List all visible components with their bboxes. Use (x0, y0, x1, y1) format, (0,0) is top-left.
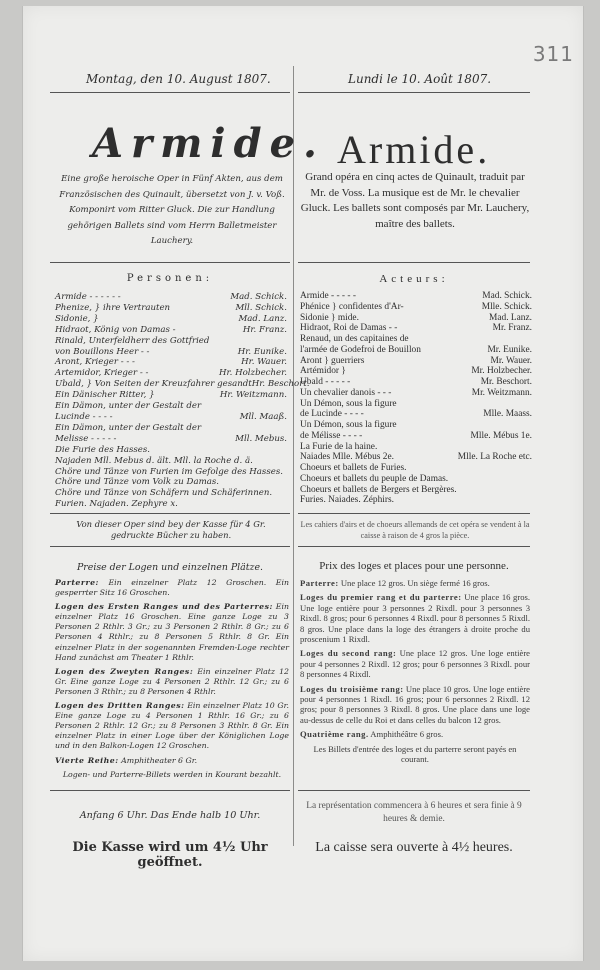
cast-row: Die Furie des Hasses. (55, 444, 151, 455)
french-libretto-note: Les cahiers d'airs et de choeurs allemands de cet opéra se vendent à la caisse à raison de 4 gros la pièce. (300, 520, 530, 540)
cast-row: Phénice } confidentes d'Ar- Mlle. Schick. (300, 301, 532, 312)
cast-row: Ubald - - - - - Mr. Beschort. (300, 377, 532, 387)
french-intro: Grand opéra en cinq actes de Quinault, traduit par Mr. de Voss. La musique est de Mr. le chevalier Gluck. Les ballets sont composés par Mr. Lauchery, maître des ballets. (300, 171, 530, 230)
cast-row: de Mélisse - - - - Mlle. Mébus 1e. (300, 430, 532, 441)
cast-row: Choeurs et ballets de Furies. (300, 463, 407, 473)
german-start-time: Anfang 6 Uhr. Das Ende halb 10 Uhr. (79, 810, 261, 821)
french-cast-list (300, 291, 532, 506)
french-time-rule (298, 790, 530, 791)
cast-row: Artémidor } Mr. Holzbecher. (300, 366, 532, 377)
price-entry: Logen des Ersten Ranges und des Parterres: Ein einzelner Platz 16 Groschen. Eine ganze Loge zu 3 Personen 2 Rthlr. 3 Gr.; zu 3 Personen 2 Rthlr. 8 Gr.; zu 6 Personen 4 Rthlr.; zu 8 Personen 5 Rthlr. 8 Gr. Ein einzelner Platz in der sogenannten Fremden-Loge rechter Hand zunächst am Theater 1 Rthlr. (55, 602, 289, 662)
cast-row: Rinald, Unterfeldherr des Gottfried (55, 335, 210, 346)
cast-row: Furien. Najaden. Zephyre x. (55, 499, 178, 510)
french-note-rule-top (298, 513, 530, 514)
french-prices-heading: Prix des loges et places pour une personne. (319, 560, 509, 572)
cast-row: Aront } guerriers Mr. Wauer. (300, 355, 532, 366)
price-entry: Quatrième rang. Amphithéâtre 6 gros. (300, 729, 444, 740)
price-entry: Parterre: Ein einzelner Platz 12 Groschen. Ein gesperrter Sitz 16 Groschen. (55, 578, 290, 598)
cast-row: de Lucinde - - - - Mlle. Maass. (300, 409, 532, 420)
cast-row: l'armée de Godefroi de Bouillon Mr. Eunike. (300, 344, 532, 355)
cast-row: Hidraot, Roi de Damas - - Mr. Franz. (300, 323, 532, 334)
price-entry: Les Billets d'entrée des loges et du parterre seront payés en courant. (313, 743, 517, 765)
archive-number: 311 (532, 42, 574, 66)
german-prices-heading: Preise der Logen und einzelnen Plätze. (77, 562, 263, 573)
cast-row: Furies. Naiades. Zéphirs. (300, 495, 394, 506)
price-entry: Loges du troisième rang: Une place 10 gros. Une loge entière pour 4 personnes 1 Rixdl. 16 gros; pour 6 personnes 2 Rixdl. 12 gros; pour 8 personnes 3 Rixdl. 8 gros. Une place dans une loge au-dessus de celle du Roi et dans celles du balcon 12 gros. (300, 683, 530, 725)
cast-row: Lucinde - - - - Mll. Maaß. (55, 411, 287, 422)
french-cast-rule (298, 262, 530, 263)
german-date-rule (50, 92, 290, 93)
price-entry: Logen- und Parterre-Billets werden in Kourant bezahlt. (62, 769, 282, 779)
german-title: Armide. (92, 120, 325, 167)
german-note-rule-bottom (50, 546, 290, 547)
cast-row: Sidonie, } Mad. Lanz. (55, 313, 287, 324)
french-start-time: La représentation commencera à 6 heures et sera finie à 9 heures & demie. (306, 801, 522, 824)
german-libretto-note: Von dieser Oper sind bey der Kasse für 4 Gr. gedruckte Bücher zu haben. (76, 519, 266, 540)
cast-row: Ubald, } Von Seiten der Kreuzfahrer gesandt Hr. Beschort. (55, 379, 310, 390)
column-divider (293, 66, 294, 846)
cast-row: Un chevalier danois - - - Mr. Weitzmann. (300, 387, 532, 398)
cast-row: Choeurs et ballets de Bergers et Bergères. (300, 484, 457, 495)
price-entry: Loges du second rang: Une place 12 gros. Une loge entière pour 4 personnes 2 Rixdl. 12 gros; pour 6 personnes 3 Rixdl. pour 8 personnes 4 Rixdl. (300, 648, 530, 680)
french-date-rule (298, 92, 530, 93)
cast-row: Ein Dänischer Ritter, } Hr. Weitzmann. (55, 390, 287, 401)
german-intro: Eine große heroische Oper in Fünf Akten, aus dem Französischen des Quinault, übersetzt von J. v. Voß. Komponirt vom Ritter Gluck. Die zur Handlung gehörigen Ballets sind vom Herrn Balletmeister Lauchery. (59, 174, 285, 246)
cast-row: Melisse - - - - - Mll. Mebus. (55, 433, 287, 444)
cast-row: Un Démon, sous la figure (300, 398, 397, 409)
price-entry: Logen des Zweyten Ranges: Ein einzelner Platz 12 Gr. Eine ganze Loge zu 4 Personen 2 Rthlr. 12 Gr.; zu 6 Personen 3 Rthlr.; zu 8 Personen 4 Rthlr. (55, 666, 289, 696)
french-title: Armide. (337, 127, 491, 172)
cast-row: Phenize, } ihre Vertrauten Mll. Schick. (55, 302, 287, 313)
cast-row: Aront, Krieger - - - Hr. Wauer. (55, 357, 287, 368)
cast-row: Chöre und Tänze von Schäfern und Schäferinnen. (55, 488, 273, 499)
german-cast-list (55, 292, 310, 510)
german-cast-rule (50, 262, 290, 263)
cast-row: Ein Dämon, unter der Gestalt der (55, 401, 202, 412)
cast-row: Ein Dämon, unter der Gestalt der (55, 422, 202, 433)
price-entry: Loges du premier rang et du parterre: Une place 16 gros. Une loge entière pour 3 personnes 2 Rixdl. pour 3 personnes 3 Rixdl. 8 gros; pour 6 personnes 4 Rixdl. pour 8 personnes 5 Rixdl. 8 gros. Une place dans la loge des étrangers à droite proche du proscenium 1 Rixdl. (300, 592, 530, 645)
cast-row: Armide - - - - - Mad. Schick. (300, 291, 532, 301)
cast-row: Renaud, un des capitaines de (300, 334, 409, 344)
price-entry: Logen des Dritten Ranges: Ein einzelner Platz 10 Gr. Eine ganze Loge zu 4 Personen 1 Rthlr. 16 Gr.; zu 6 Personen 2 Rthlr. 12 Gr.; zu 8 Personen 3 Rthlr. 8 Gr. Ein einzelner Platz in einer Loge über der Königlichen Loge und in den Balkon-Logen 12 Groschen. (55, 701, 289, 751)
cast-row: Un Démon, sous la figure (300, 420, 397, 430)
german-time-rule (50, 790, 290, 791)
german-cast-heading: Personen: (126, 273, 214, 284)
cast-row: Artemidor, Krieger - - Hr. Holzbecher. (55, 368, 287, 379)
french-box-office: La caisse sera ouverte à 4½ heures. (315, 840, 513, 855)
cast-row: La Furie de la haine. (300, 441, 378, 452)
german-note-rule-top (50, 513, 290, 514)
cast-row: Naiades Mlle. Mébus 2e. Mlle. La Roche etc. (300, 452, 532, 463)
cast-row: Chöre und Tänze vom Volk zu Damas. (55, 477, 219, 488)
french-date: Lundi le 10. Août 1807. (348, 72, 492, 86)
german-price-list (55, 578, 289, 784)
cast-row: Choeurs et ballets du peuple de Damas. (300, 473, 449, 484)
price-entry: Parterre: Une place 12 gros. Un siège fermé 16 gros. (300, 578, 490, 588)
cast-row: von Bouillons Heer - - Hr. Eunike. (55, 346, 287, 357)
german-box-office: Die Kasse wird um 4½ Uhr geöffnet. (72, 840, 268, 870)
cast-row: Hidraot, König von Damas - Hr. Franz. (55, 324, 287, 335)
french-price-list (300, 578, 530, 769)
cast-row: Sidonie } mide. Mad. Lanz. (300, 312, 532, 323)
price-entry: Vierte Reihe: Amphitheater 6 Gr. (55, 755, 198, 765)
french-note-rule-bottom (298, 546, 530, 547)
cast-row: Armide - - - - - - Mad. Schick. (55, 292, 287, 302)
french-cast-heading: Acteurs: (379, 273, 449, 285)
german-date: Montag, den 10. August 1807. (86, 72, 271, 86)
cast-row: Najaden Mll. Mebus d. ält. Mll. la Roche d. ä. (55, 455, 253, 466)
cast-row: Chöre und Tänze von Furien im Gefolge des Hasses. (55, 466, 283, 477)
